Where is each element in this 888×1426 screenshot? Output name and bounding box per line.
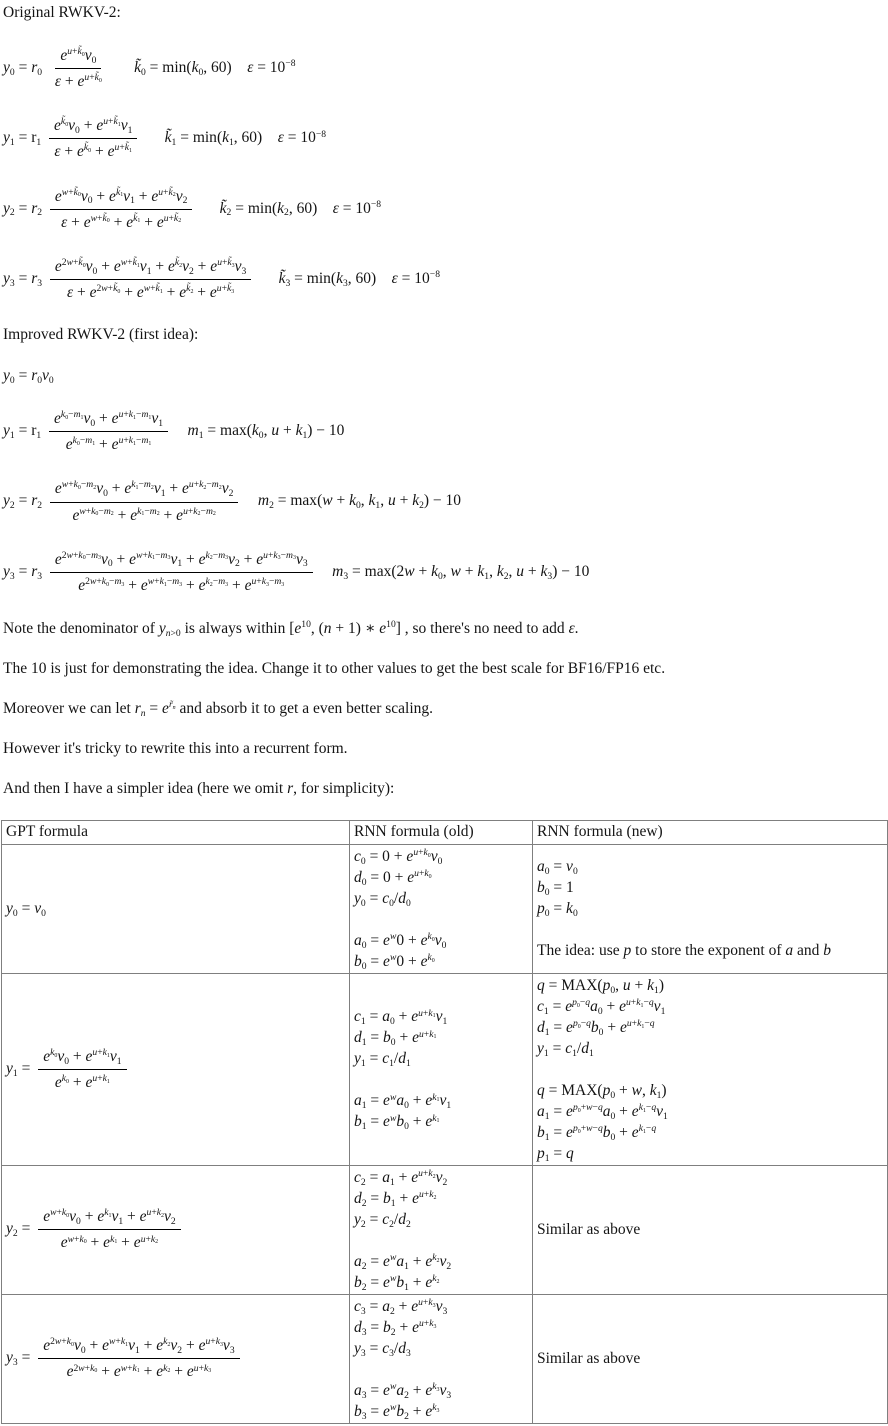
formula-original-y2: $y_2 = r_2$ $\frac{e^{w+k̃_0}v_0 + e^{k̃_1}v_1 + e^{u+k̃_2}v_2}{\varepsilon + e^{w+k̃_0} + e^{k̃_1} + e^{u+k̃_2}}$ $k̃_2 = \min(k_2$, 60) $\varepsilon = 10^{-8}$: [3, 186, 382, 231]
comparison-table: [1, 820, 888, 1424]
gpt-formula-y2-cell: $y_2$ = $\frac{e^{w+k_0}v_0 + e^{k_1}v_1 + e^{u+k_2}v_2}{e^{w+k_0} + e^{k_1} + e^{u+k_2}}$: [2, 1165, 350, 1294]
formula-original-y3: $y_3 = r_3$ $\frac{e^{2w+k̃_0}v_0 + e^{w+k̃_1}v_1 + e^{k̃_2}v_2 + e^{u+k̃_3}v_3}{\varepsilon + e^{2w+k̃_0} + e^{w+k̃_1} + e^{k̃_2} + e^{u+k̃_3}}$ $k̃_3 = \min(k_3$, 60) $\varepsilon = 10^{-8}$: [3, 256, 440, 301]
table-row-y1: [2, 973, 888, 1165]
formula-original-y1: $y_1 = r_1$ $\frac{e^{k̃_0}v_0 + e^{u+k̃_1}v_1}{\varepsilon + e^{k̃_0} + e^{u+k̃_1}}$ $k̃_1 = \min(k_1$, 60) $\varepsilon = 10^{-8}$: [3, 116, 327, 161]
note-denominator: Note the denominator of $y_{n>0}$ is always within [$e^{10}$, (n + 1) ∗ $e^{10}$] , so there's no need to add ε.: [3, 619, 579, 639]
section-title-improved: Improved RWKV-2 (first idea):: [3, 326, 199, 344]
rnn-old-y1-cell: $c_1 = a_0 + e^{u+k_1}v_1$ $d_1 = b_0 + e^{u+k_1}$ $y_1 = c_1/d_1$ $a_1 = e^wa_0 + e^{k_1}v_1$ $b_1 = e^wb_0 + e^{k_1}$: [350, 973, 533, 1165]
rnn-new-y3-cell: Similar as above: [533, 1294, 888, 1423]
formula-original-y0: $y_0 = r_0$ $\frac{e^{u+k̃_0}v_0}{\varepsilon + e^{u+k̃_0}}$ $k̃_0 = \min(k_0$, 60) $\varepsilon = 10^{-8}$: [3, 46, 296, 91]
formula-improved-y3: $y_3 = r_3$ $\frac{e^{2w+k_0-m_3}v_0 + e^{w+k_1-m_3}v_1 + e^{k_2-m_3}v_2 + e^{u+k_3-m_3}v_3}{e^{2w+k_0-m_3} + e^{w+k_1-m_3} + e^{k_2-m_3} + e^{u+k_3-m_3}}$ $m_3 = \max(2w + k_0$, $w + k_1$, $k_2$, $u + k_3) - 10$: [3, 549, 590, 594]
rnn-old-y0-cell: $c_0 = 0 + e^{u+k_0}v_0$ $d_0 = 0 + e^{u+k_0}$ $y_0 = c_0/d_0$ $a_0 = e^w0 + e^{k_0}v_0$ $b_0 = e^w0 + e^{k_0}$: [350, 844, 533, 973]
col-header-rnn-formula-new: RNN formula (new): [533, 820, 888, 844]
formula-improved-y2: $y_2 = r_2$ $\frac{e^{w+k_0-m_2}v_0 + e^{k_1-m_2}v_1 + e^{u+k_2-m_2}v_2}{e^{w+k_0-m_2} + e^{k_1-m_2} + e^{u+k_2-m_2}}$ $m_2 = \max(w + k_0$, $k_1$, $u + k_2) - 10$: [3, 479, 462, 524]
note-tricky: However it's tricky to rewrite this into a recurrent form.: [3, 739, 348, 757]
table-row-y0: [2, 844, 888, 973]
table-row-y3: [2, 1294, 888, 1423]
note-absorb: Moreover we can let $r_n = e^{r̃_n}$ and absorb it to get a even better scaling.: [3, 699, 434, 719]
rnn-new-y0-cell: $a_0 = v_0$ $b_0 = 1$ $p_0 = k_0$ The idea: use p to store the exponent of a and b: [533, 844, 888, 973]
page: [3, 4, 888, 1424]
rnn-old-y2-cell: $c_2 = a_1 + e^{u+k_2}v_2$ $d_2 = b_1 + e^{u+k_2}$ $y_2 = c_2/d_2$ $a_2 = e^wa_1 + e^{k_2}v_2$ $b_2 = e^wb_1 + e^{k_2}$: [350, 1165, 533, 1294]
formula-improved-y0: $y_0 = r_0v_0$: [3, 367, 54, 386]
note-simpler-idea: And then I have a simpler idea (here we omit r, for simplicity):: [3, 779, 395, 797]
table-header-row: [2, 820, 888, 844]
rnn-old-y3-cell: $c_3 = a_2 + e^{u+k_3}v_3$ $d_3 = b_2 + e^{u+k_3}$ $y_3 = c_3/d_3$ $a_3 = e^wa_2 + e^{k_3}v_3$ $b_3 = e^wb_2 + e^{k_3}$: [350, 1294, 533, 1423]
col-header-rnn-formula-old: RNN formula (old): [350, 820, 533, 844]
section-title-original: Original RWKV-2:: [3, 4, 121, 21]
formula-improved-y1: $y_1 = r_1$ $\frac{e^{k_0-m_1}v_0 + e^{u+k_1-m_1}v_1}{e^{k_0-m_1} + e^{u+k_1-m_1}}$ $m_1 = \max(k_0$, $u + k_1) - 10$: [3, 409, 345, 454]
rnn-new-y1-cell: $q = MAX(p_0$, $u + k_1$) $c_1 = e^{p_0-q}a_0 + e^{u+k_1-q}v_1$ $d_1 = e^{p_0-q}b_0 + e^{u+k_1-q}$ $y_1 = c_1/d_1$ $q = MAX(p_0 + w$, $k_1$) $a_1 = e^{p_0+w-q}a_0 + e^{k_1-q}v_1$ $b_1 = e^{p_0+w-q}b_0 + e^{k_1-q}$ $p_1 = q$: [533, 973, 888, 1165]
rnn-new-y2-cell: Similar as above: [533, 1165, 888, 1294]
gpt-formula-y0-cell: $y_0 = v_0$: [2, 844, 350, 973]
table-row-y2: [2, 1165, 888, 1294]
gpt-formula-y3-cell: $y_3$ = $\frac{e^{2w+k_0}v_0 + e^{w+k_1}v_1 + e^{k_2}v_2 + e^{u+k_3}v_3}{e^{2w+k_0} + e^{w+k_1} + e^{k_2} + e^{u+k_3}}$: [2, 1294, 350, 1423]
gpt-formula-y1-cell: $y_1$ = $\frac{e^{k_0}v_0 + e^{u+k_1}v_1}{e^{k_0} + e^{u+k_1}}$: [2, 973, 350, 1165]
note-scale: The 10 is just for demonstrating the idea. Change it to other values to get the best scale for BF16/FP16 etc.: [3, 659, 666, 677]
col-header-gpt-formula: GPT formula: [2, 820, 350, 844]
